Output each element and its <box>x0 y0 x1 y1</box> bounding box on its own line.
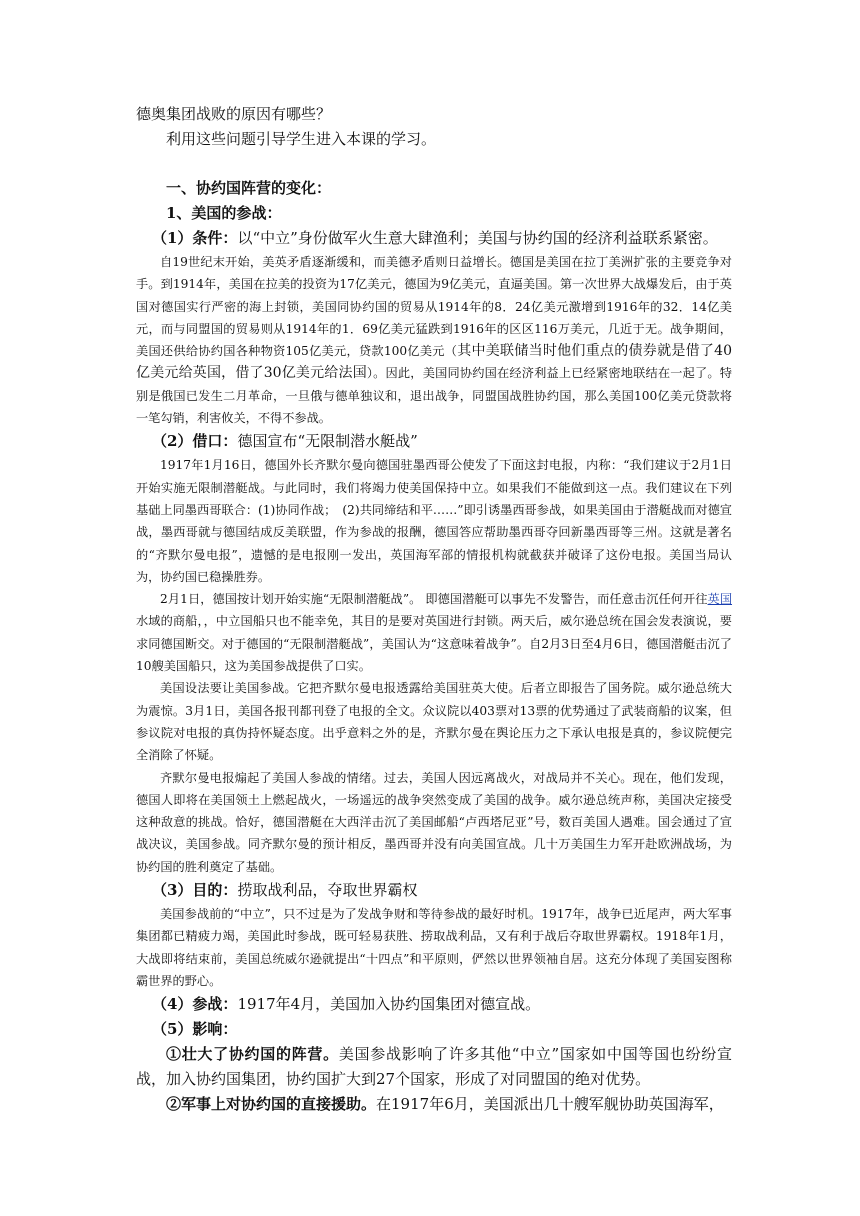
entry-label: （4）参战： <box>152 995 238 1014</box>
condition-label: （1）条件： <box>152 229 238 247</box>
spacer <box>136 152 732 176</box>
pretext-label: （2）借口： <box>152 432 238 451</box>
entry-heading <box>136 992 732 1017</box>
purpose-heading <box>136 878 732 903</box>
pretext-paragraph-submarine <box>136 588 732 677</box>
entry-text: 1917年4月，美国加入协约国集团对德宣战。 <box>237 995 541 1014</box>
impact-item-1-bold: ①壮大了协约国的阵营。 <box>166 1045 339 1064</box>
condition-para-emphasis: 其中美联储当时他们重点的债券就是借了40亿美元给英国，借了30亿美元给法国 <box>136 343 732 382</box>
britain-link[interactable]: 英国 <box>707 592 733 607</box>
document-body <box>136 102 732 1117</box>
condition-paragraph <box>136 251 732 429</box>
pretext-heading <box>136 429 732 454</box>
condition-para-part2: ）。因此，美国同协约国在经济利益上已经紧密地联结在一起了。特别是俄国已发生二月革命，一旦俄与德单独议和，退出战争，同盟国战胜协约国，那么美国100亿美元贷款将一笔勾销，利害攸关，不得不参战。 <box>136 366 732 426</box>
condition-para-part1: 自19世纪末开始，美英矛盾逐渐缓和，而美德矛盾则日益增长。德国是美国在拉丁美洲扩张的主要竞争对手。到1914年，美国在拉美的投资为17亿美元，德国为9亿美元，直逼美国。第一次世界大战爆发后，由于英国对德国实行严密的海上封锁，美国同协约国的贸易从1914年的8．24亿美元激增到1916年的32．14亿美元，而与同盟国的贸易则从1914年的1．69亿美元猛跌到1916年的区区116万美元，几近于无。战争期间，美国还供给协约国各种物资105亿美元，贷款100亿美元（ <box>136 255 732 359</box>
purpose-text: 捞取战利品，夺取世界霸权 <box>237 881 418 900</box>
section-heading: 一、协约国阵营的变化： <box>166 179 332 197</box>
pretext-paragraph-telegram: 1917年1月16日，德国外长齐默尔曼向德国驻墨西哥公使发了下面这封电报，内称：“我们建议于2月1日开始实施无限制潜艇战。与此同时，我们将竭力使美国保持中立。如果我们不能做到这一点。我们建议在下列基础上同墨西哥联合：(1)协同作战； (2)共同缔结和平……”即引诱墨西哥参战，如果美国由于潜艇战而对德宣战，墨西哥就与德国结成反美联盟，作为参战的报酬，德国答应帮助墨西哥夺回新墨西哥等三州。这就是著名的“齐默尔曼电报”，遗憾的是电报刚一发出，英国海军部的情报机构就截获并破译了这份电报。美国当局认为，协约国已稳操胜券。 <box>136 458 732 584</box>
intro-question: 德奥集团战败的原因有哪些？ <box>136 105 332 123</box>
impact-item-2-text: 在1917年6月，美国派出几十艘军舰协助英国海军， <box>376 1095 724 1114</box>
impact-item-2 <box>136 1092 732 1117</box>
impact-item-2-bold: ②军事上对协约国的直接援助。 <box>166 1095 377 1114</box>
impact-item-1-text: 美国参战影响了许多其他“中立”国家如中国等国也纷纷宣战，加入协约国集团，协约国扩大到27个国家，形成了对同盟国的绝对优势。 <box>136 1045 732 1089</box>
pretext-paragraph-senate: 美国设法要让美国参战。它把齐默尔曼电报透露给美国驻英大使。后者立即报告了国务院。威尔逊总统大为震惊。3月1日，美国各报刊都刊登了电报的全文。众议院以403票对13票的优势通过了武装商船的议案，但参议院对电报的真伪持怀疑态度。出乎意料之外的是，齐默尔曼在舆论压力之下承认电报是真的，参议院便完全消除了怀疑。 <box>136 681 732 763</box>
purpose-paragraph: 美国参战前的“中立”，只不过是为了发战争财和等待参战的最好时机。1917年，战争已近尾声，两大军事集团都已精疲力竭，美国此时参战，既可轻易获胜、捞取战利品，又有利于战后夺取世界霸权。1918年1月，大战即将结束前，美国总统威尔逊就提出“十四点”和平原则，俨然以世界领袖自居。这充分体现了美国妄图称霸世界的野心。 <box>136 907 732 988</box>
subsection-heading: 1、美国的参战： <box>166 204 282 222</box>
pretext-para-part1: 2月1日，德国按计划开始实施“无限制潜艇战”。 即德国潜艇可以事先不发警告，而任意击沉任何开往 <box>160 592 708 607</box>
pretext-para-part2: 水域的商船，，中立国船只也不能幸免，其目的是要对英国进行封锁。两天后，威尔逊总统在国会发表演说，要求同德国断交。对于德国的“无限制潜艇战”，美国认为“这意味着战争”。自2月3日至4月6日，德国潜艇击沉了10艘美国船只，这为美国参战提供了口实。 <box>136 614 732 674</box>
pretext-text: 德国宣布“无限制潜水艇战” <box>237 432 418 451</box>
impact-heading: （5）影响： <box>152 1020 238 1039</box>
purpose-label: （3）目的： <box>152 881 238 900</box>
pretext-paragraph-war: 齐默尔曼电报煽起了美国人参战的情绪。过去，美国人因远离战火，对战局并不关心。现在，他们发现，德国人即将在美国领土上燃起战火，一场遥远的战争突然变成了美国的战争。威尔逊总统声称，美国决定接受这种敌意的挑战。恰好，德国潜艇在大西洋击沉了美国邮船“卢西塔尼亚”号，数百美国人遇难。国会通过了宣战决议，美国参战。同齐默尔曼的预计相反，墨西哥并没有向美国宣战。几十万美国生力军开赴欧洲战场，为协约国的胜利奠定了基础。 <box>136 770 732 874</box>
condition-text: 以“中立”身份做军火生意大肆渔利；美国与协约国的经济利益联系紧密。 <box>237 229 718 247</box>
impact-item-1 <box>136 1042 732 1092</box>
condition-heading <box>136 226 732 251</box>
intro-guide: 利用这些问题引导学生进入本课的学习。 <box>166 130 437 148</box>
